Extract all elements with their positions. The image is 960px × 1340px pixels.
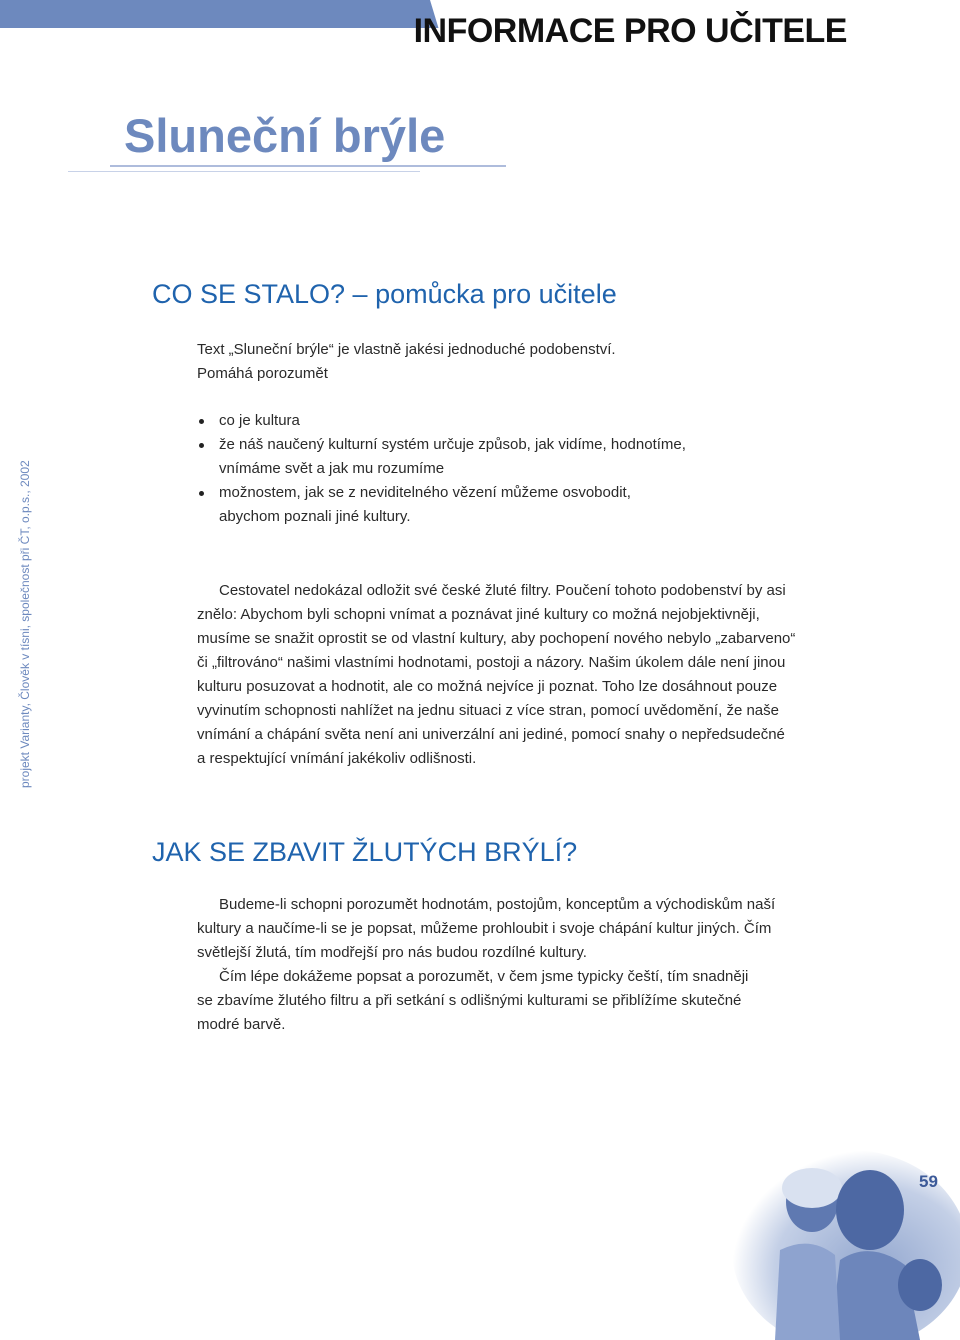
title-underline-secondary xyxy=(68,171,420,172)
intro-line-2: Pomáhá porozumět xyxy=(197,365,328,382)
children-photo xyxy=(720,1140,960,1340)
section-heading-jak-se-zbavit: JAK SE ZBAVIT ŽLUTÝCH BRÝLÍ? xyxy=(152,837,578,867)
intro-line-1: Text „Sluneční brýle“ je vlastně jakési jednoduché podobenství. xyxy=(197,341,616,358)
side-credit: projekt Varianty, Člověk v tísni, společnost při ČT, o.p.s., 2002 xyxy=(18,460,32,788)
title-underline xyxy=(110,165,506,167)
body-paragraph: Cestovatel nedokázal odložit své české žluté filtry. Poučení tohoto podobenství by asi znělo: Abychom byli schopni vnímat a poznávat jiné kultury co možná nejobjektivněji, musíme se snažit oprostit se od vlastní kultury, aby pochopení nového nebylo „zabarveno“ či „filtrováno“ našimi vlastními hodnotami, postoji a názory. Našim úkolem dále není jinou kulturu posuzovat a hodnotit, ale co možná nejvíce ji poznat. Toho lze dosáhnout pouze vyvinutím schopnosti nahlížet na jednu situaci z více stran, pomocí uvědomění, že naše vnímání a chápání světa není ani univerzální ani jediné, pomocí snahy o nepředsudečné a respektující vnímání jakékoliv odlišnosti. xyxy=(197,582,796,767)
body-paragraph: Čím lépe dokážeme popsat a porozumět, v čem jsme typicky čeští, tím snadněji se zbavíme žlutého filtru a při setkání s odlišnými kulturami se přiblížíme skutečné modré barvě. xyxy=(197,968,749,1033)
list-item: co je kultura xyxy=(197,409,757,433)
page-number: 59 xyxy=(919,1172,938,1191)
list-item: že náš naučený kulturní systém určuje způsob, jak vidíme, hodnotíme, vnímáme svět a jak mu rozumíme xyxy=(197,433,689,481)
body-paragraph: Budeme-li schopni porozumět hodnotám, postojům, konceptům a východiskům naší kultury a naučíme-li se je popsat, můžeme prohloubit i svoje chápání kultur jiných. Čím světlejší žlutá, tím modřejší pro nás budou rozdílné kultury. xyxy=(197,896,776,961)
section-heading-co-se-stalo: CO SE STALO? – pomůcka pro učitele xyxy=(152,279,617,309)
page-title: Sluneční brýle xyxy=(124,109,446,162)
bullet-list xyxy=(197,409,757,529)
list-item: možnostem, jak se z neviditelného vězení můžeme osvobodit, abychom poznali jiné kultury. xyxy=(197,481,659,529)
header-title: INFORMACE PRO UČITELE xyxy=(413,12,847,50)
